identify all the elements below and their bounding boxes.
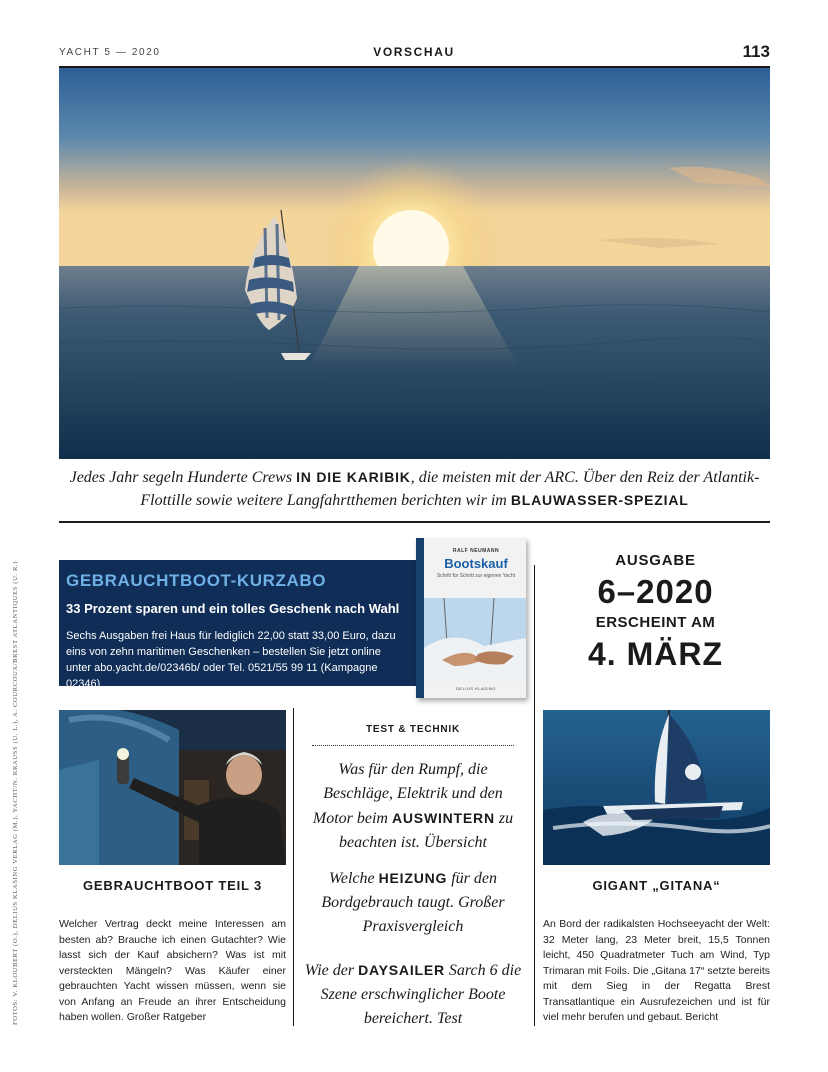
- column-divider: [293, 708, 294, 1026]
- teaser-text: zu beachten ist. Übersicht: [339, 810, 514, 851]
- book-title: Bootskauf: [444, 556, 508, 571]
- right-column-text: An Bord der radikalsten Hochseeyacht der Welt: 32 Meter lang, 23 Meter breit, 15,5 Tonnen leicht, 450 Quadratmeter Tuch am Wind, Typ Trimaran mit Foils. Die „Gitana 17“ setzte bereits mit dem Sieg in der Regatta Brest Transatlantique ein Ausrufezeichen und ist für viel mehr berufen und gebaut. Bericht: [543, 918, 770, 1023]
- teaser-text: Was für den Rumpf, die Beschläge, Elektrik und den Motor beim: [312, 761, 503, 827]
- teaser-highlight: HEIZUNG: [378, 870, 448, 886]
- book-author: RALF NEUMANN: [452, 548, 500, 554]
- next-issue-number: 6–2020: [597, 573, 714, 610]
- teaser-highlight: DAYSAILER: [358, 962, 445, 978]
- teaser-daysailer: [303, 958, 523, 1031]
- book-spine: [416, 538, 424, 698]
- photo-worker-with-lamp: [59, 710, 286, 865]
- issue-label: YACHT 5 — 2020: [59, 47, 161, 58]
- right-column-heading: GIGANT „GITANA“: [592, 878, 721, 893]
- divider-rule: [59, 521, 770, 523]
- book-cover-bootskauf: [416, 538, 526, 698]
- teaser-text: Wie der: [304, 962, 359, 979]
- next-issue-label: AUSGABE: [615, 552, 696, 569]
- promo-text: Sechs Ausgaben frei Haus für lediglich 22,00 statt 33,00 Euro, dazu eins von zehn maritimen Geschenken – bestellen Sie jetzt online unter abo.yacht.de/02346b/ oder Tel. 0521/55 99 11 (Kampagne 02346): [66, 630, 396, 690]
- hero-photo-sailboat-sunset: [59, 68, 770, 459]
- teaser-auswintern: [303, 758, 523, 855]
- caption-text: Jedes Jahr segeln Hunderte Crews: [69, 469, 297, 486]
- promo-title: GEBRAUCHTBOOT-KURZABO: [66, 571, 327, 590]
- column-divider: [534, 565, 535, 1026]
- book-publisher: DELIUS KLASING: [456, 686, 496, 691]
- teaser-text: Sarch 6 die Szene erschwinglicher Boote bereichert. Test: [320, 962, 522, 1027]
- photo-credits-text: FOTOS: V. KLOUBERT (O.), DELIUS KLASING VERLAG (M.), YACHT/N. KRAUSS (U. L.), A. COURCOUX/BREST ATLANTIQUES (U. R.): [12, 561, 19, 1025]
- hero-caption: [59, 466, 770, 512]
- next-issue-appears: ERSCHEINT AM: [595, 614, 716, 631]
- left-column-text: Welcher Vertrag deckt meine Interessen am besten ab? Brauche ich einen Gutachter? Wie lasst sich der Kauf absichern? Was ist mit versteckten Mängeln? Was Käufer einer gebrauchten Yacht wissen müssen, wenn sie von Anfang an Freude an ihrer Entscheidung haben wollen. Großer Ratgeber: [59, 918, 286, 1023]
- section-title: VORSCHAU: [373, 45, 455, 59]
- caption-highlight-karibik: IN DIE KARIBIK: [296, 469, 411, 485]
- promo-subtitle: 33 Prozent sparen und ein tolles Geschenk nach Wahl: [66, 601, 400, 616]
- next-issue-date: 4. MÄRZ: [588, 636, 723, 672]
- caption-highlight-blauwasser: BLAUWASSER-SPEZIAL: [510, 492, 689, 508]
- subscription-promo[interactable]: [59, 560, 418, 690]
- book-photo-handshake: [424, 598, 526, 683]
- book-subtitle: Schritt für Schritt zur eigenen Yacht: [436, 573, 516, 579]
- left-column-heading: GEBRAUCHTBOOT TEIL 3: [83, 878, 262, 893]
- teaser-heizung: [303, 866, 523, 939]
- teaser-text: für den Bordgebrauch taugt. Großer Praxisvergleich: [321, 870, 505, 935]
- teaser-highlight: AUSWINTERN: [391, 810, 495, 826]
- photo-trimaran-gitana: [543, 710, 770, 865]
- dotted-rule: [312, 745, 514, 746]
- caption-text: , die meisten mit der ARC. Über den Reiz der Atlantik-Flottille sowie weitere Langfahrtthemen berichten wir im: [140, 469, 760, 509]
- photo-credits: [12, 545, 24, 1025]
- middle-column-heading: TEST & TECHNIK: [366, 724, 460, 735]
- teaser-text: Welche: [329, 870, 379, 887]
- page-number: 113: [742, 42, 770, 61]
